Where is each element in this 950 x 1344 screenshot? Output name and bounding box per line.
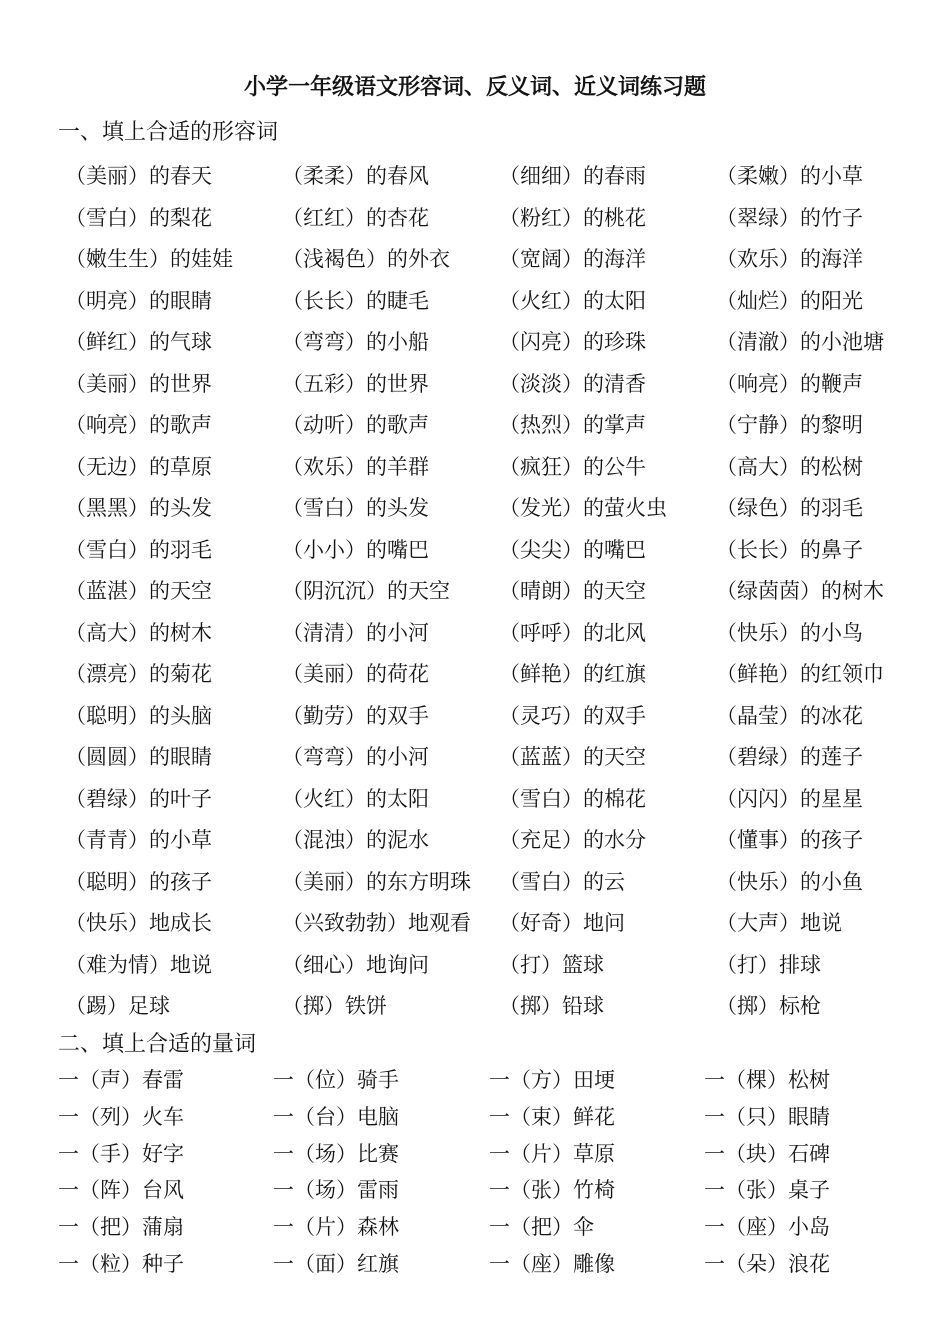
adjective-phrase: （阴沉沉）的天空 bbox=[282, 579, 450, 603]
adjective-phrase: （动听）的歌声 bbox=[282, 413, 429, 437]
adjective-phrase: （热烈）的掌声 bbox=[499, 413, 646, 437]
measure-word-exercise-grid bbox=[58, 1062, 919, 1283]
measure-word-phrase: 一（只）眼睛 bbox=[704, 1104, 830, 1129]
table-row bbox=[65, 779, 933, 821]
page-title: 小学一年级语文形容词、反义词、近义词练习题 bbox=[243, 75, 706, 100]
adjective-phrase: （绿色）的羽毛 bbox=[716, 496, 863, 520]
adjective-phrase: （好奇）地问 bbox=[499, 911, 625, 935]
measure-word-phrase: 一（阵）台风 bbox=[58, 1178, 184, 1203]
adjective-exercise-grid bbox=[65, 156, 933, 1028]
adjective-phrase: （闪亮）的珍珠 bbox=[499, 330, 646, 354]
adjective-phrase: （响亮）的歌声 bbox=[65, 413, 212, 437]
table-row bbox=[65, 530, 933, 572]
adjective-phrase: （踢）足球 bbox=[65, 994, 170, 1018]
measure-word-phrase: 一（座）小岛 bbox=[704, 1215, 830, 1240]
adjective-phrase: （翠绿）的竹子 bbox=[716, 205, 863, 230]
measure-word-phrase: 一（粒）种子 bbox=[58, 1251, 184, 1276]
measure-word-phrase: 一（列）火车 bbox=[58, 1104, 184, 1129]
adjective-phrase: （雪白）的云 bbox=[499, 869, 625, 894]
adjective-phrase: （高大）的树木 bbox=[65, 620, 212, 645]
adjective-phrase: （柔嫩）的小草 bbox=[716, 164, 863, 188]
table-row bbox=[58, 1062, 919, 1099]
table-row bbox=[65, 986, 933, 1028]
measure-word-phrase: 一（片）草原 bbox=[489, 1141, 615, 1166]
measure-word-phrase: 一（座）雕像 bbox=[489, 1251, 615, 1276]
adjective-phrase: （打）篮球 bbox=[499, 952, 604, 977]
measure-word-phrase: 一（块）石碑 bbox=[704, 1141, 830, 1166]
adjective-phrase: （难为情）地说 bbox=[65, 952, 212, 977]
adjective-phrase: （充足）的水分 bbox=[499, 828, 646, 852]
table-row bbox=[58, 1246, 919, 1283]
section-heading-measure-words: 二、填上合适的量词 bbox=[58, 1032, 257, 1057]
measure-word-phrase: 一（方）田埂 bbox=[489, 1068, 615, 1092]
table-row bbox=[65, 571, 933, 613]
adjective-phrase: （兴致勃勃）地观看 bbox=[282, 911, 471, 935]
adjective-phrase: （宽阔）的海洋 bbox=[499, 247, 646, 271]
adjective-phrase: （红红）的杏花 bbox=[282, 205, 429, 230]
table-row bbox=[65, 156, 933, 198]
adjective-phrase: （宁静）的黎明 bbox=[716, 413, 863, 437]
table-row bbox=[65, 820, 933, 862]
adjective-phrase: （美丽）的世界 bbox=[65, 371, 212, 396]
adjective-phrase: （柔柔）的春风 bbox=[282, 164, 429, 188]
measure-word-phrase: 一（棵）松树 bbox=[704, 1068, 830, 1092]
adjective-phrase: （细心）地询问 bbox=[282, 952, 429, 977]
adjective-phrase: （清澈）的小池塘 bbox=[716, 330, 884, 354]
adjective-phrase: （弯弯）的小河 bbox=[282, 745, 429, 769]
measure-word-phrase: 一（片）森林 bbox=[273, 1215, 399, 1240]
table-row bbox=[58, 1136, 919, 1173]
measure-word-phrase: 一（张）桌子 bbox=[704, 1178, 830, 1203]
measure-word-phrase: 一（场）雷雨 bbox=[273, 1178, 399, 1203]
adjective-phrase: （黑黑）的头发 bbox=[65, 496, 212, 520]
measure-word-phrase: 一（场）比赛 bbox=[273, 1141, 399, 1166]
adjective-phrase: （蓝湛）的天空 bbox=[65, 579, 212, 603]
table-row bbox=[65, 862, 933, 904]
adjective-phrase: （尖尖）的嘴巴 bbox=[499, 537, 646, 562]
adjective-phrase: （鲜艳）的红旗 bbox=[499, 662, 646, 686]
adjective-phrase: （高大）的松树 bbox=[716, 454, 863, 479]
adjective-phrase: （明亮）的眼睛 bbox=[65, 288, 212, 313]
adjective-phrase: （掷）铁饼 bbox=[282, 994, 387, 1018]
adjective-phrase: （美丽）的东方明珠 bbox=[282, 869, 471, 894]
adjective-phrase: （大声）地说 bbox=[716, 911, 842, 935]
adjective-phrase: （欢乐）的羊群 bbox=[282, 454, 429, 479]
measure-word-phrase: 一（手）好字 bbox=[58, 1141, 184, 1166]
adjective-phrase: （火红）的太阳 bbox=[499, 288, 646, 313]
adjective-phrase: （圆圆）的眼睛 bbox=[65, 745, 212, 769]
adjective-phrase: （呼呼）的北风 bbox=[499, 620, 646, 645]
adjective-phrase: （火红）的太阳 bbox=[282, 786, 429, 811]
measure-word-phrase: 一（束）鲜花 bbox=[489, 1104, 615, 1129]
adjective-phrase: （浅褐色）的外衣 bbox=[282, 247, 450, 271]
adjective-phrase: （长长）的睫毛 bbox=[282, 288, 429, 313]
adjective-phrase: （美丽）的春天 bbox=[65, 164, 212, 188]
table-row bbox=[65, 654, 933, 696]
adjective-phrase: （碧绿）的莲子 bbox=[716, 745, 863, 769]
table-row bbox=[65, 945, 933, 987]
adjective-phrase: （快乐）的小鸟 bbox=[716, 620, 863, 645]
table-row bbox=[65, 364, 933, 406]
measure-word-phrase: 一（位）骑手 bbox=[273, 1068, 399, 1092]
adjective-phrase: （雪白）的梨花 bbox=[65, 205, 212, 230]
adjective-phrase: （鲜艳）的红领巾 bbox=[716, 662, 884, 686]
adjective-phrase: （弯弯）的小船 bbox=[282, 330, 429, 354]
adjective-phrase: （勤劳）的双手 bbox=[282, 703, 429, 728]
adjective-phrase: （灵巧）的双手 bbox=[499, 703, 646, 728]
adjective-phrase: （蓝蓝）的天空 bbox=[499, 745, 646, 769]
adjective-phrase: （小小）的嘴巴 bbox=[282, 537, 429, 562]
table-row bbox=[65, 737, 933, 779]
adjective-phrase: （细细）的春雨 bbox=[499, 164, 646, 188]
measure-word-phrase: 一（声）春雷 bbox=[58, 1068, 184, 1092]
measure-word-phrase: 一（面）红旗 bbox=[273, 1251, 399, 1276]
adjective-phrase: （美丽）的荷花 bbox=[282, 662, 429, 686]
table-row bbox=[58, 1099, 919, 1136]
adjective-phrase: （疯狂）的公牛 bbox=[499, 454, 646, 479]
adjective-phrase: （快乐）地成长 bbox=[65, 911, 212, 935]
table-row bbox=[65, 198, 933, 240]
table-row bbox=[65, 405, 933, 447]
table-row bbox=[65, 613, 933, 655]
adjective-phrase: （嫩生生）的娃娃 bbox=[65, 247, 233, 271]
measure-word-phrase: 一（朵）浪花 bbox=[704, 1251, 830, 1276]
adjective-phrase: （粉红）的桃花 bbox=[499, 205, 646, 230]
adjective-phrase: （闪闪）的星星 bbox=[716, 786, 863, 811]
adjective-phrase: （青青）的小草 bbox=[65, 828, 212, 852]
adjective-phrase: （响亮）的鞭声 bbox=[716, 371, 863, 396]
adjective-phrase: （灿烂）的阳光 bbox=[716, 288, 863, 313]
adjective-phrase: （鲜红）的气球 bbox=[65, 330, 212, 354]
adjective-phrase: （掷）铅球 bbox=[499, 994, 604, 1018]
measure-word-phrase: 一（台）电脑 bbox=[273, 1104, 399, 1129]
adjective-phrase: （碧绿）的叶子 bbox=[65, 786, 212, 811]
adjective-phrase: （懂事）的孩子 bbox=[716, 828, 863, 852]
adjective-phrase: （快乐）的小鱼 bbox=[716, 869, 863, 894]
adjective-phrase: （打）排球 bbox=[716, 952, 821, 977]
adjective-phrase: （五彩）的世界 bbox=[282, 371, 429, 396]
table-row bbox=[65, 903, 933, 945]
section-heading-adjectives: 一、填上合适的形容词 bbox=[58, 120, 279, 145]
table-row bbox=[65, 488, 933, 530]
adjective-phrase: （欢乐）的海洋 bbox=[716, 247, 863, 271]
adjective-phrase: （聪明）的孩子 bbox=[65, 869, 212, 894]
adjective-phrase: （晴朗）的天空 bbox=[499, 579, 646, 603]
adjective-phrase: （掷）标枪 bbox=[716, 994, 821, 1018]
adjective-phrase: （雪白）的头发 bbox=[282, 496, 429, 520]
adjective-phrase: （混浊）的泥水 bbox=[282, 828, 429, 852]
measure-word-phrase: 一（把）伞 bbox=[489, 1215, 594, 1240]
adjective-phrase: （淡淡）的清香 bbox=[499, 371, 646, 396]
adjective-phrase: （无边）的草原 bbox=[65, 454, 212, 479]
adjective-phrase: （绿茵茵）的树木 bbox=[716, 579, 884, 603]
adjective-phrase: （长长）的鼻子 bbox=[716, 537, 863, 562]
adjective-phrase: （晶莹）的冰花 bbox=[716, 703, 863, 728]
adjective-phrase: （清清）的小河 bbox=[282, 620, 429, 645]
table-row bbox=[65, 281, 933, 323]
adjective-phrase: （雪白）的棉花 bbox=[499, 786, 646, 811]
table-row bbox=[65, 239, 933, 281]
table-row bbox=[65, 447, 933, 489]
table-row bbox=[65, 322, 933, 364]
measure-word-phrase: 一（张）竹椅 bbox=[489, 1178, 615, 1203]
adjective-phrase: （漂亮）的菊花 bbox=[65, 662, 212, 686]
measure-word-phrase: 一（把）蒲扇 bbox=[58, 1215, 184, 1240]
adjective-phrase: （聪明）的头脑 bbox=[65, 703, 212, 728]
table-row bbox=[58, 1209, 919, 1246]
adjective-phrase: （雪白）的羽毛 bbox=[65, 537, 212, 562]
table-row bbox=[58, 1172, 919, 1209]
adjective-phrase: （发光）的萤火虫 bbox=[499, 496, 667, 520]
table-row bbox=[65, 696, 933, 738]
